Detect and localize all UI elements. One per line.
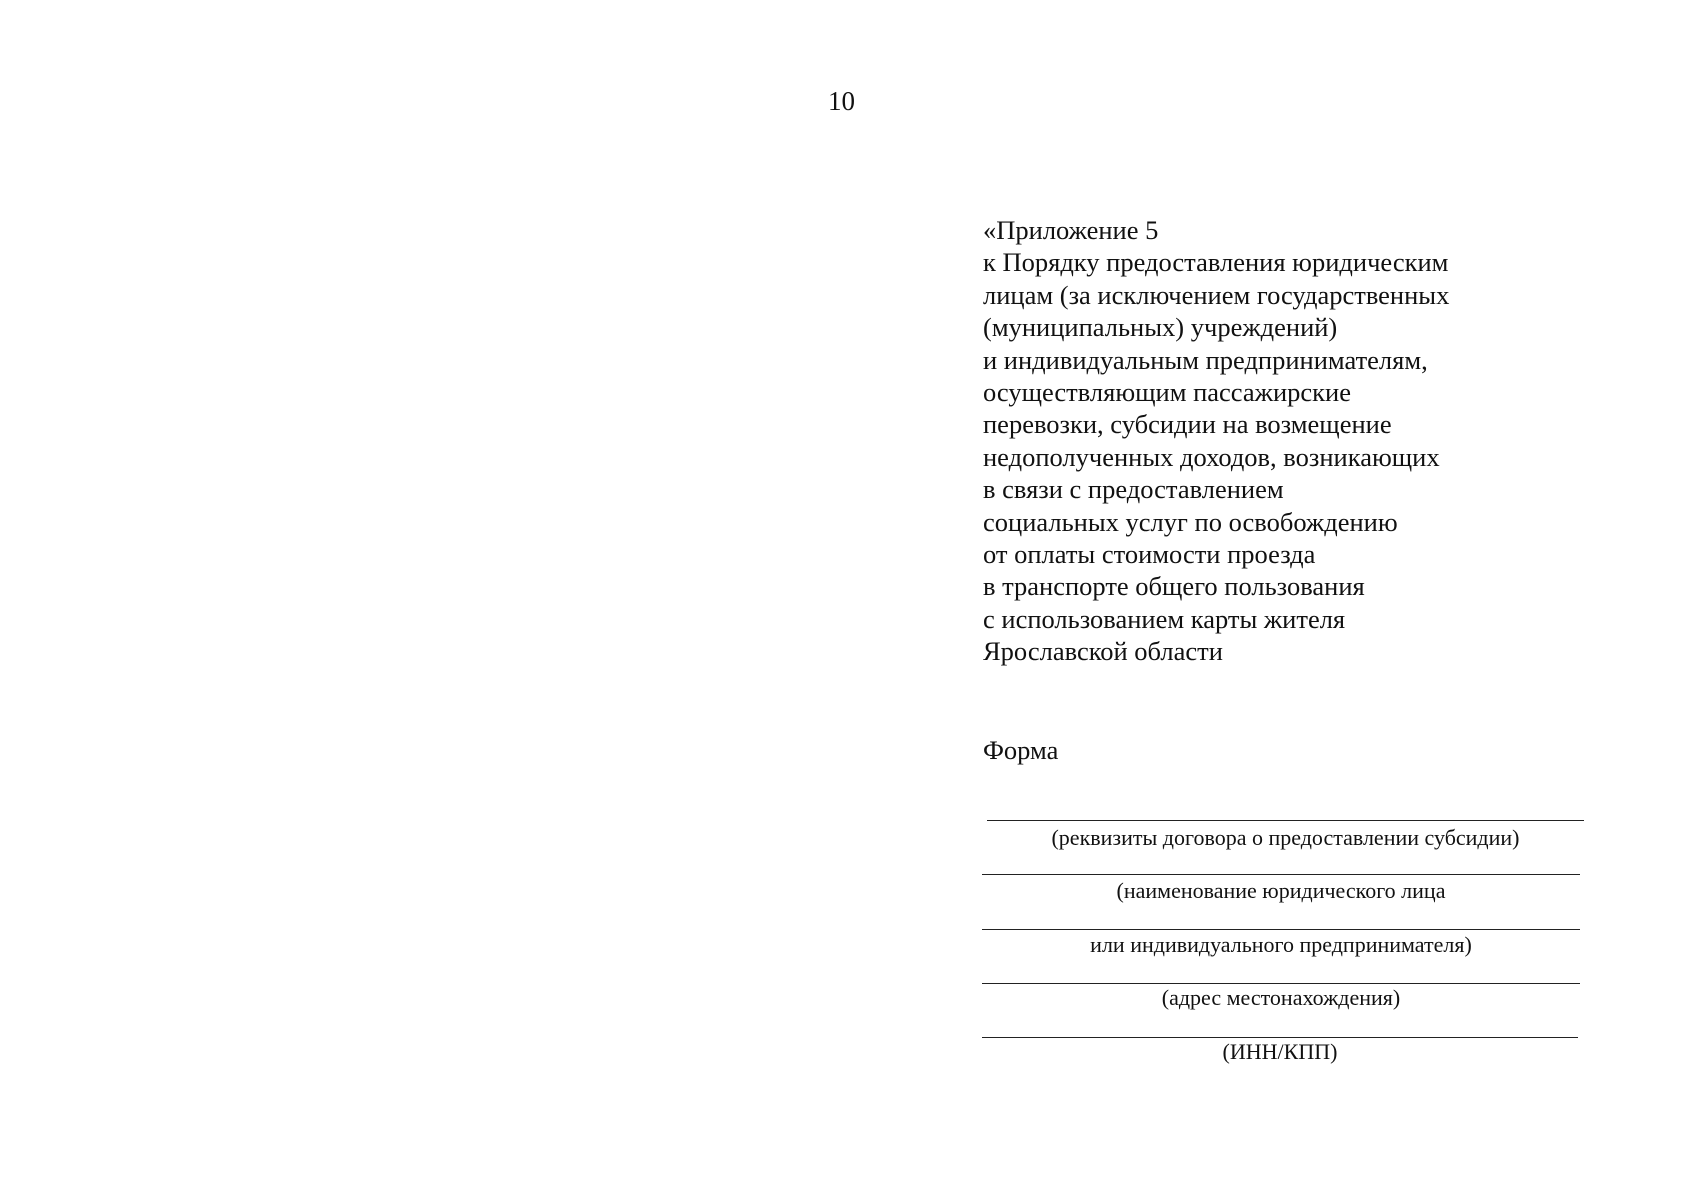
- appendix-line: и индивидуальным предпринимателям,: [983, 344, 1428, 375]
- appendix-line: «Приложение 5: [983, 215, 1159, 245]
- address-caption: (адрес местонахождения): [1161, 985, 1401, 1010]
- appendix-line: к Порядку предоставления юридическим: [983, 247, 1449, 278]
- form-label: Форма: [983, 735, 1059, 765]
- appendix-line: от оплаты стоимости проезда: [983, 539, 1316, 570]
- page-number: 10: [828, 86, 855, 116]
- appendix-line: Ярославской области: [983, 636, 1223, 667]
- inn-kpp-caption: (ИНН/КПП): [1222, 1039, 1338, 1064]
- appendix-line: недополученных доходов, возникающих: [983, 441, 1440, 472]
- appendix-line: (муниципальных) учреждений): [983, 312, 1338, 343]
- appendix-line: в транспорте общего пользования: [983, 571, 1365, 602]
- contract-details-caption: (реквизиты договора о предоставлении субсидии): [1051, 825, 1520, 850]
- appendix-line: в связи с предоставлением: [983, 474, 1284, 505]
- contract-details-line: [987, 820, 1584, 821]
- appendix-line: лицам (за исключением государственных: [983, 279, 1450, 310]
- entity-name-line: [982, 874, 1580, 875]
- appendix-line: с использованием карты жителя: [983, 603, 1346, 634]
- entity-name-caption: (наименование юридического лица: [1116, 878, 1446, 903]
- appendix-line: осуществляющим пассажирские: [983, 377, 1351, 408]
- entrepreneur-line: [982, 929, 1580, 930]
- entrepreneur-caption: или индивидуального предпринимателя): [1090, 932, 1472, 957]
- appendix-line: социальных услуг по освобождению: [983, 506, 1398, 537]
- appendix-line: перевозки, субсидии на возмещение: [983, 409, 1392, 440]
- appendix-header: [983, 214, 1603, 668]
